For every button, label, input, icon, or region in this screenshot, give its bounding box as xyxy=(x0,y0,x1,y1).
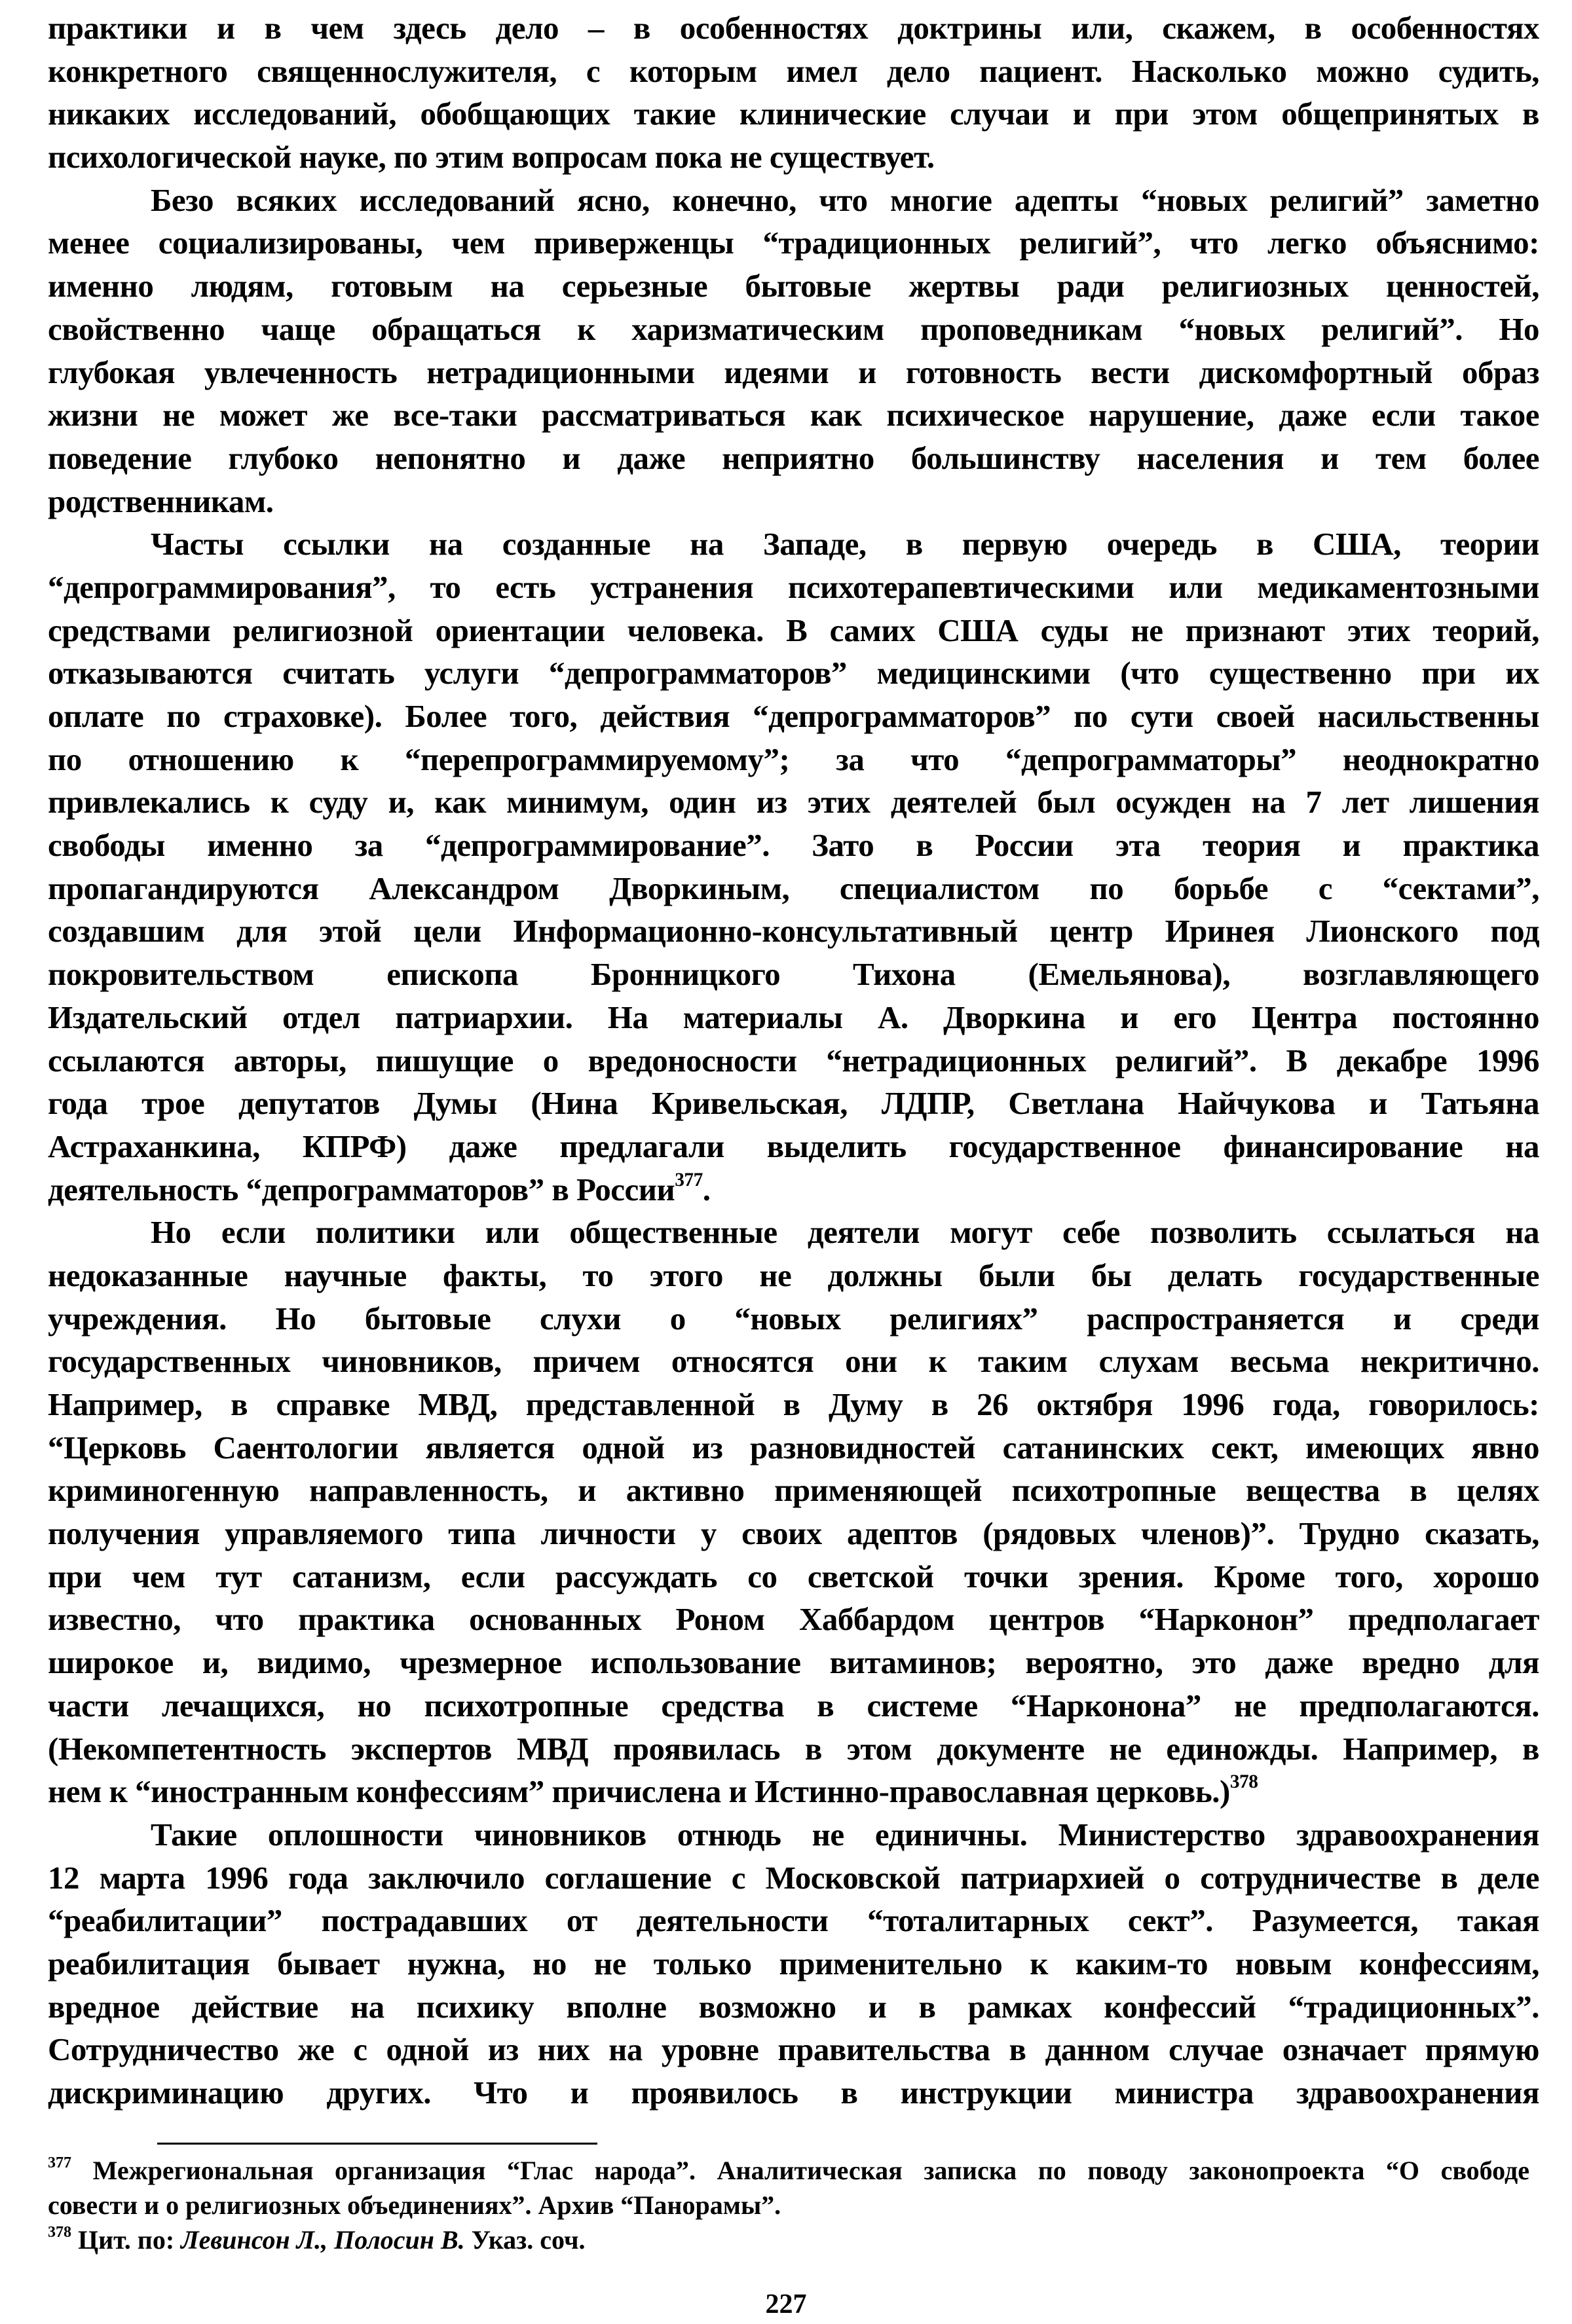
text-line: никаких исследований, обобщающих такие клинические случаи и при этом общепринятых в xyxy=(48,96,1539,132)
text-line: менее социализированы, чем приверженцы “традиционных религий”, что легко объяснимо: xyxy=(48,225,1539,261)
text-line: недоказанные научные факты, то этого не должны были бы делать государственные xyxy=(48,1257,1539,1293)
text-line: свойственно чаще обращаться к харизматическим проповедникам “новых религий”. Но xyxy=(48,310,1539,347)
text-line: криминогенную направленность, и активно применяющей психотропные вещества в целях xyxy=(48,1472,1539,1509)
text-line: широкое и, видимо, чрезмерное использование витаминов; вероятно, это даже вредно для xyxy=(48,1644,1539,1681)
footnote-text: Межрегиональная организация “Глас народа”. Аналитическая записка по поводу законопроекта “О свободе xyxy=(92,2156,1529,2185)
footnote-text: совести и о религиозных объединениях”. Архив “Панорамы”. xyxy=(48,2190,781,2220)
text-segment: нем к “иностранным конфессиям” причислена и Истинно-православная церковь.) xyxy=(48,1773,1230,1810)
page-number: 227 xyxy=(765,2289,807,2319)
text-line: части лечащихся, но психотропные средства в системе “Нарконона” не предполагаются. xyxy=(48,1687,1539,1724)
paragraph xyxy=(48,7,1539,179)
paragraph xyxy=(48,523,1539,1211)
text-line: известно, что практика основанных Роном Хаббардом центров “Нарконон” предполагает xyxy=(48,1601,1539,1638)
text-line: Но если политики или общественные деятели могут себе позволить ссылаться на xyxy=(151,1214,1539,1251)
text-line: жизни не может же все-таки рассматриваться как психическое нарушение, даже если такое xyxy=(48,397,1539,433)
footnote-number: 377 xyxy=(48,2154,71,2171)
paragraph xyxy=(48,1813,1539,2114)
text-line: Сотрудничество же с одной из них на уровне правительства в данном случае означает прямую xyxy=(48,2031,1539,2068)
text-line: практики и в чем здесь дело – в особенностях доктрины или, скажем, в особенностях xyxy=(48,10,1539,46)
text-line: поведение глубоко непонятно и даже неприятно большинству населения и тем более xyxy=(48,439,1539,476)
footnote-text: Цит. по: xyxy=(78,2225,181,2255)
footnote-line xyxy=(48,2153,1529,2188)
text-line: глубокая увлеченность нетрадиционными идеями и готовность вести дискомфортный образ xyxy=(48,354,1539,390)
text-line: учреждения. Но бытовые слухи о “новых религиях” распространяется и среди xyxy=(48,1300,1539,1337)
text-line: Издательский отдел патриархии. На материалы А. Дворкина и его Центра постоянно xyxy=(48,999,1539,1035)
text-line: “депрограммирования”, то есть устранения психотерапевтическими или медикаментозными xyxy=(48,568,1539,605)
text-segment: . xyxy=(702,1171,711,1208)
text-line: создавшим для этой цели Информационно-консультативный центр Иринея Лионского под xyxy=(48,913,1539,950)
paragraph xyxy=(48,179,1539,523)
text-line: 12 марта 1996 года заключило соглашение с Московской патриархией о сотрудничестве в деле xyxy=(48,1859,1539,1896)
text-line: свободы именно за “депрограммирование”. Зато в России эта теория и практика xyxy=(48,827,1539,864)
footnote-text: Указ. соч. xyxy=(464,2225,586,2255)
cited-authors: Левинсон Л., Полосин В. xyxy=(181,2225,465,2255)
text-line: средствами религиозной ориентации человека. В самих США суды не признают этих теорий, xyxy=(48,612,1539,648)
text-line: родственникам. xyxy=(48,483,274,519)
text-line xyxy=(48,1168,1539,1211)
text-line: при чем тут сатанизм, если рассуждать со светской точки зрения. Кроме того, хорошо xyxy=(48,1558,1539,1595)
text-line: именно людям, готовым на серьезные бытовые жертвы ради религиозных ценностей, xyxy=(48,268,1539,304)
text-line: привлекались к суду и, как минимум, один из этих деятелей был осужден на 7 лет лишения xyxy=(48,784,1539,821)
footnotes xyxy=(48,2153,1529,2257)
footnote-ref: 377 xyxy=(675,1169,703,1190)
text-line xyxy=(48,1770,1539,1813)
body-text xyxy=(48,7,1539,2114)
text-line: дискриминацию других. Что и проявилось в инструкции министра здравоохранения xyxy=(48,2075,1539,2111)
text-line: оплате по страховке). Более того, действия “депрограмматоров” по сути своей насильственны xyxy=(48,698,1539,734)
text-line: покровительством епископа Бронницкого Тихона (Емельянова), возглавляющего xyxy=(48,956,1539,993)
footnote-number: 378 xyxy=(48,2224,71,2241)
footnote-line xyxy=(48,2188,1529,2223)
text-line: Астраханкина, КПРФ) даже предлагали выделить государственное финансирование на xyxy=(48,1128,1539,1164)
text-line: “Церковь Саентологии является одной из разновидностей сатанинских сект, имеющих явно xyxy=(48,1429,1539,1466)
text-line: “реабилитации” пострадавших от деятельности “тоталитарных сект”. Разумеется, такая xyxy=(48,1902,1539,1939)
footnote xyxy=(48,2153,1529,2223)
text-line: конкретного священнослужителя, с которым имел дело пациент. Насколько можно судить, xyxy=(48,52,1539,89)
text-line: (Некомпетентность экспертов МВД проявилась в этом документе не единожды. Например, в xyxy=(48,1730,1539,1767)
footnote-line xyxy=(48,2223,1529,2257)
text-line: реабилитация бывает нужна, но не только применительно к каким-то новым конфессиям, xyxy=(48,1945,1539,1982)
footnote xyxy=(48,2223,1529,2257)
text-line: психологической науке, по этим вопросам пока не существует. xyxy=(48,139,935,175)
text-line: года трое депутатов Думы (Нина Кривельская, ЛДПР, Светлана Найчукова и Татьяна xyxy=(48,1085,1539,1122)
paragraph xyxy=(48,1211,1539,1813)
text-segment: деятельность “депрограмматоров” в России xyxy=(48,1171,675,1208)
text-line: государственных чиновников, причем относятся они к таким слухам весьма некритично. xyxy=(48,1343,1539,1380)
text-line: получения управляемого типа личности у своих адептов (рядовых членов)”. Трудно сказать, xyxy=(48,1515,1539,1552)
text-line: по отношению к “перепрограммируемому”; за что “депрограмматоры” неоднократно xyxy=(48,741,1539,777)
footnote-ref: 378 xyxy=(1229,1771,1258,1793)
text-line: Безо всяких исследований ясно, конечно, что многие адепты “новых религий” заметно xyxy=(151,181,1539,218)
text-line: Например, в справке МВД, представленной в Думу в 26 октября 1996 года, говорилось: xyxy=(48,1386,1539,1422)
text-line: ссылаются авторы, пишущие о вредоносности “нетрадиционных религий”. В декабре 1996 xyxy=(48,1042,1539,1079)
text-line: Такие оплошности чиновников отнюдь не единичны. Министерство здравоохранения xyxy=(151,1816,1539,1853)
text-line: Часты ссылки на созданные на Западе, в первую очередь в США, теории xyxy=(151,526,1539,563)
text-line: вредное действие на психику вполне возможно и в рамках конфессий “традиционных”. xyxy=(48,1988,1539,2025)
footnote-separator xyxy=(157,2143,597,2145)
text-line: пропагандируются Александром Дворкиным, специалистом по борьбе с “сектами”, xyxy=(48,870,1539,906)
text-line: отказываются считать услуги “депрограмматоров” медицинскими (что существенно при их xyxy=(48,655,1539,692)
